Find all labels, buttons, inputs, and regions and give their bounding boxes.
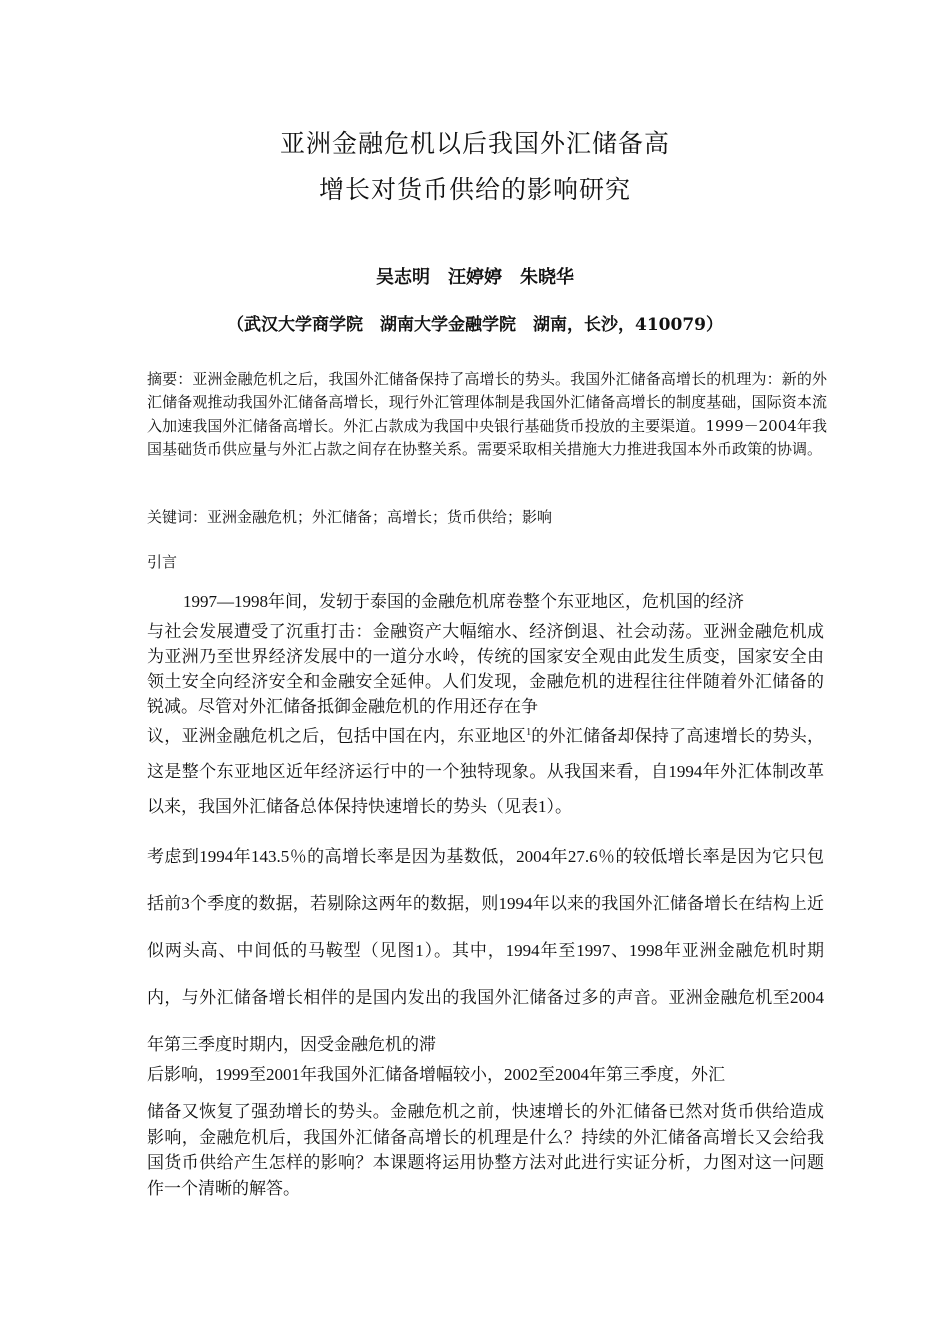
abstract: 摘要：亚洲金融危机之后，我国外汇储备保持了高增长的势头。我国外汇储备高增长的机理为：新的外汇储备观推动我国外汇储备高增长，现行外汇管理体制是我国外汇储备高增长的制度基础，国际资本流入加速我国外汇储备高增长。外汇占款成为我国中央银行基础货币投放的主要渠道。1999－2004年我国基础货币供应量与外汇占款之间存在协整关系。需要采取相关措施大力推进我国本外币政策的协调。 — [147, 370, 827, 458]
body-paragraph-block: 考虑到1994年143.5％的高增长率是因为基数低，2004年27.6％的较低增长率是因为它只包括前3个季度的数据，若剔除这两年的数据，则1994年以来的我国外汇储备增长在结构上近似两头高、中间低的马鞍型（见图1）。其中，1994年至1997、1998年亚洲金融危机时期内，与外汇储备增长相伴的是国内发出的我国外汇储备过多的声音。亚洲金融危机至2004年第三季度时期内，因受金融危机的滞 — [147, 847, 824, 1054]
body-text: 议，亚洲金融危机之后，包括中国在内，东亚地区 — [147, 726, 527, 746]
author-list: 吴志明 汪婷婷 朱晓华 — [376, 267, 574, 288]
author-affiliation: （武汉大学商学院 湖南大学金融学院 湖南，长沙，410079） — [227, 315, 723, 335]
paper-title-line-1: 亚洲金融危机以后我国外汇储备高 — [279, 129, 670, 158]
body-paragraph-line: 1997—1998年间，发轫于泰国的金融危机席卷整个东亚地区，危机国的经济 — [183, 592, 744, 611]
keywords: 关键词：亚洲金融危机；外汇储备；高增长；货币供给；影响 — [147, 508, 553, 526]
section-heading-intro: 引言 — [147, 553, 178, 571]
body-paragraph-block: 储备又恢复了强劲增长的势头。金融危机之前，快速增长的外汇储备已然对货币供给造成影响，金融危机后，我国外汇储备高增长的机理是什么？持续的外汇储备高增长又会给我国货币供给产生怎样的影响？本课题将运用协整方法对此进行实证分析，力图对这一问题作一个清晰的解答。 — [147, 1102, 824, 1198]
body-paragraph-block: 后影响，1999至2001年我国外汇储备增幅较小，2002至2004年第三季度，外汇 — [147, 1065, 725, 1084]
body-paragraph-block — [147, 715, 824, 824]
body-text: 的外汇储备却保持了高速增长的势头，这是整个东亚地区近年经济运行中的一个独特现象。从我国来看，自1994年外汇体制改革以来，我国外汇储备总体保持快速增长的势头（见表1）。 — [147, 726, 825, 816]
paper-title-line-2: 增长对货币供给的影响研究 — [318, 175, 631, 204]
body-paragraph-block: 与社会发展遭受了沉重打击：金融资产大幅缩水、经济倒退、社会动荡。亚洲金融危机成为亚洲乃至世界经济发展中的一道分水岭，传统的国家安全观由此发生质变，国家安全由领土安全向经济安全和金融安全延伸。人们发现，金融危机的进程往往伴随着外汇储备的锐减。尽管对外汇储备抵御金融危机的作用还存在争 — [147, 622, 824, 716]
footnote-marker: 1 — [526, 727, 532, 738]
